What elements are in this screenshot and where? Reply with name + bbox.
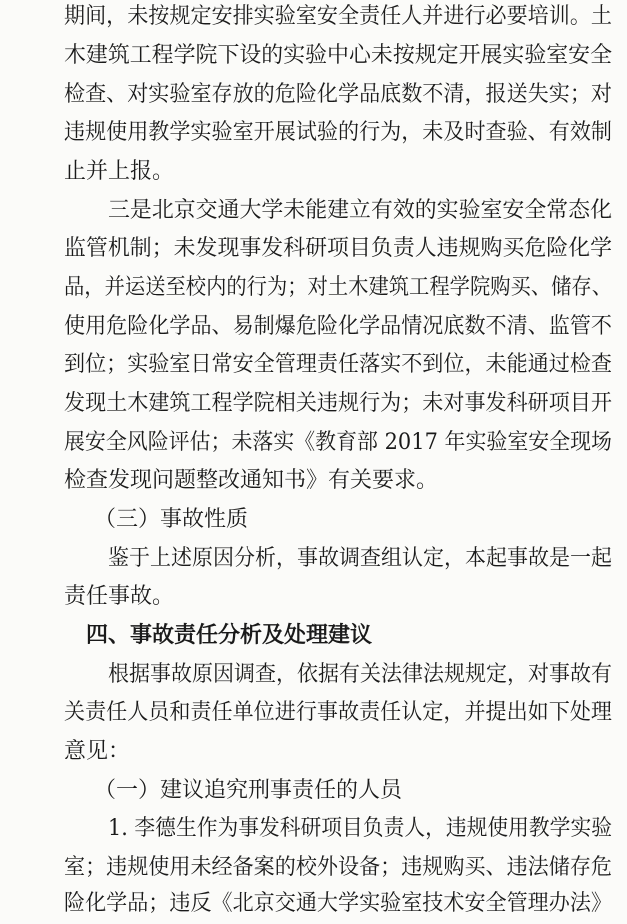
text-line: 责任事故。 <box>64 584 175 609</box>
paragraph-first-line: 三是北京交通大学未能建立有效的实验室安全常态化 <box>108 198 612 223</box>
text-line: 意见： <box>64 739 131 764</box>
text-line: 监管机制；未发现事发科研项目负责人违规购买危险化学 <box>64 236 613 261</box>
paragraph-first-line: 1. 李德生作为事发科研项目负责人，违规使用教学实验 <box>108 816 612 841</box>
text-line: 木建筑工程学院下设的实验中心未按规定开展实验室安全 <box>64 43 613 68</box>
text-line: 检查发现问题整改通知书》有关要求。 <box>64 468 439 493</box>
paragraph-first-line: 根据事故原因调查，依据有关法律法规规定，对事故有 <box>108 662 612 687</box>
text-line: 止并上报。 <box>64 159 175 184</box>
text-line: 使用危险化学品、易制爆危险化学品情况底数不清、监管不 <box>64 314 612 339</box>
text-line: 室；违规使用未经备案的校外设备；违规购买、违法储存危 <box>64 855 612 880</box>
text-line: 关责任人员和责任单位进行事故责任认定，并提出如下处理 <box>64 700 612 725</box>
paragraph-first-line: 鉴于上述原因分析，事故调查组认定，本起事故是一起 <box>108 546 612 571</box>
text-line: 发现土木建筑工程学院相关违规行为；未对事发科研项目开 <box>64 391 612 416</box>
text-line: 检查、对实验室存放的危险化学品底数不清，报送失实；对 <box>64 82 612 107</box>
section-heading: （一）建议追究刑事责任的人员 <box>94 778 403 803</box>
chapter-heading: 四、事故责任分析及处理建议 <box>86 623 373 648</box>
text-line: 展安全风险评估；未落实《教育部 2017 年实验室安全现场 <box>64 430 612 455</box>
section-heading: （三）事故性质 <box>94 507 249 532</box>
text-line: 到位；实验室日常安全管理责任落实不到位，未能通过检查 <box>64 352 612 377</box>
text-line: 期间，未按规定安排实验室安全责任人并进行必要培训。土 <box>64 4 612 29</box>
text-line: 品，并运送至校内的行为；对土木建筑工程学院购买、储存、 <box>64 275 613 300</box>
text-line: 险化学品；违反《北京交通大学实验室技术安全管理办法》 <box>64 891 612 916</box>
text-line: 违规使用教学实验室开展试验的行为，未及时查验、有效制 <box>64 120 612 145</box>
